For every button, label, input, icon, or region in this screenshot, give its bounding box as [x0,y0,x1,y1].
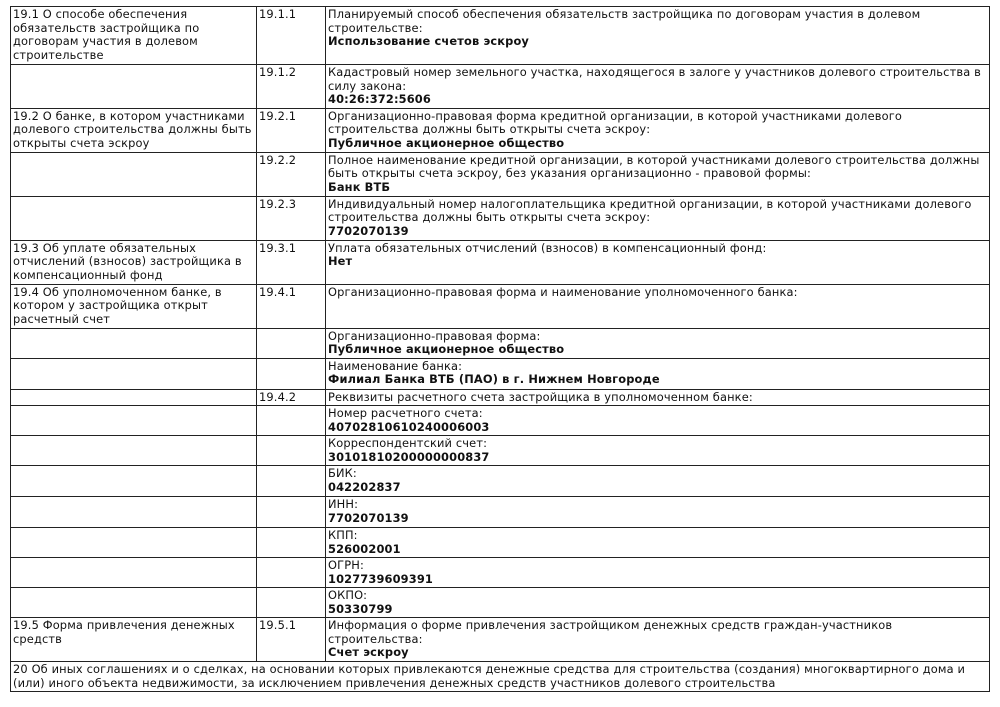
table-row [11,389,990,406]
field-label: Кадастровый номер земельного участка, находящегося в залоге у участников долевого строительства в силу закона: [328,65,981,93]
section-cell [11,558,257,588]
field-label: Наименование банка: [328,358,463,373]
table-row [11,588,990,618]
code-cell: 19.5.1 [257,618,326,662]
field-label: ИНН: [328,497,359,511]
content-cell [326,588,990,618]
code-cell: 19.2.1 [257,108,326,152]
section-cell [11,358,257,389]
field-value: 50330799 [328,601,393,616]
section-cell [11,389,257,406]
field-value: 40702810610240006003 [328,419,490,434]
section-cell: 19.5 Форма привлечения денежных средств [11,618,257,662]
section-cell [11,152,257,196]
table-row [11,528,990,558]
content-cell [326,328,990,358]
section-cell [11,196,257,240]
code-cell [257,528,326,558]
code-cell [257,466,326,497]
section-20-heading: 20 Об иных соглашениях и о сделках, на основании которых привлекаются денежные средства для строительства (создания) многоквартирного дома и (или) иного объекта недвижимости, за исключением привлечения денежных средств участников долевого строительства [11,662,990,692]
code-cell: 19.4.2 [257,389,326,406]
field-value: Счет эскроу [328,645,409,659]
code-cell [257,328,326,358]
field-value: 40:26:372:5606 [328,92,431,106]
section-cell [11,406,257,436]
field-label: Уплата обязательных отчислений (взносов) в компенсационный фонд: [328,240,767,255]
content-cell [326,152,990,196]
table-row [11,466,990,497]
field-value: Публичное акционерное общество [328,135,565,150]
section-cell [11,588,257,618]
field-value: Публичное акционерное общество [328,342,565,356]
table-row-section-20 [11,662,990,692]
field-value: Банк ВТБ [328,179,391,194]
field-label: Индивидуальный номер налогоплательщика кредитной организации, в которой участниками долевого строительства должны быть открыты счета эскроу: [328,196,972,224]
content-cell [326,358,990,389]
content-cell [326,466,990,497]
table-row [11,240,990,284]
content-cell [326,558,990,588]
field-value: 7702070139 [328,510,409,525]
code-cell: 19.3.1 [257,240,326,284]
field-value: 526002001 [328,541,401,556]
content-cell [326,108,990,152]
field-value: 30101810200000000837 [328,449,490,464]
field-label: Организационно-правовая форма кредитной организации, в которой участниками долевого строительства должны быть открыты счета эскроу: [328,108,903,136]
field-label: Корреспондентский счет: [328,436,488,450]
content-cell [326,528,990,558]
code-cell: 19.2.3 [257,196,326,240]
table-row [11,497,990,528]
content-cell [326,389,990,406]
field-label: Реквизиты расчетного счета застройщика в уполномоченном банке: [328,389,753,404]
content-cell [326,240,990,284]
field-label: Полное наименование кредитной организации, в которой участниками долевого строительства должны быть открыты счета эскроу, без указания организационно - правовой формы: [328,152,980,180]
code-cell: 19.1.2 [257,65,326,109]
content-cell [326,7,990,65]
code-cell: 19.1.1 [257,7,326,65]
table-row [11,7,990,65]
table-row [11,358,990,389]
field-value: 042202837 [328,479,401,494]
section-cell: 19.1 О способе обеспечения обязательств застройщика по договорам участия в долевом строительстве [11,7,257,65]
table-row [11,558,990,588]
field-label: ОКПО: [328,588,368,602]
content-cell [326,196,990,240]
content-cell [326,406,990,436]
table-row [11,108,990,152]
field-label: Планируемый способ обеспечения обязательств застройщика по договорам участия в долевом строительстве: [328,7,921,35]
field-value: Использование счетов эскроу [328,34,529,48]
table-row [11,284,990,328]
section-cell [11,328,257,358]
content-cell [326,436,990,466]
content-cell [326,284,990,328]
field-label: Информация о форме привлечения застройщиком денежных средств граждан-участников строительства: [328,618,893,646]
table-row [11,65,990,109]
code-cell [257,558,326,588]
section-cell [11,497,257,528]
project-declaration-table [10,6,990,692]
section-cell [11,65,257,109]
section-cell: 19.3 Об уплате обязательных отчислений (взносов) застройщика в компенсационный фонд [11,240,257,284]
content-cell [326,65,990,109]
content-cell [326,618,990,662]
field-label: Организационно-правовая форма и наименование уполномоченного банка: [328,284,798,299]
table-row [11,328,990,358]
field-label: КПП: [328,528,358,542]
code-cell [257,588,326,618]
table-row [11,196,990,240]
content-cell [326,497,990,528]
code-cell: 19.4.1 [257,284,326,328]
field-value: Нет [328,254,353,268]
section-cell: 19.4 Об уполномоченном банке, в котором у застройщика открыт расчетный счет [11,284,257,328]
code-cell [257,406,326,436]
section-cell [11,436,257,466]
table-row [11,618,990,662]
section-cell [11,466,257,497]
code-cell [257,358,326,389]
code-cell [257,436,326,466]
field-label: ОГРН: [328,558,364,572]
field-label: БИК: [328,466,357,480]
section-cell [11,528,257,558]
section-cell: 19.2 О банке, в котором участниками долевого строительства должны быть открыты счета эскроу [11,108,257,152]
code-cell: 19.2.2 [257,152,326,196]
table-row [11,406,990,436]
table-row [11,152,990,196]
code-cell [257,497,326,528]
field-value: 1027739609391 [328,571,433,586]
field-label: Номер расчетного счета: [328,406,483,420]
field-value: Филиал Банка ВТБ (ПАО) в г. Нижнем Новгороде [328,372,660,386]
field-value: 7702070139 [328,223,409,238]
table-row [11,436,990,466]
field-label: Организационно-правовая форма: [328,328,541,343]
